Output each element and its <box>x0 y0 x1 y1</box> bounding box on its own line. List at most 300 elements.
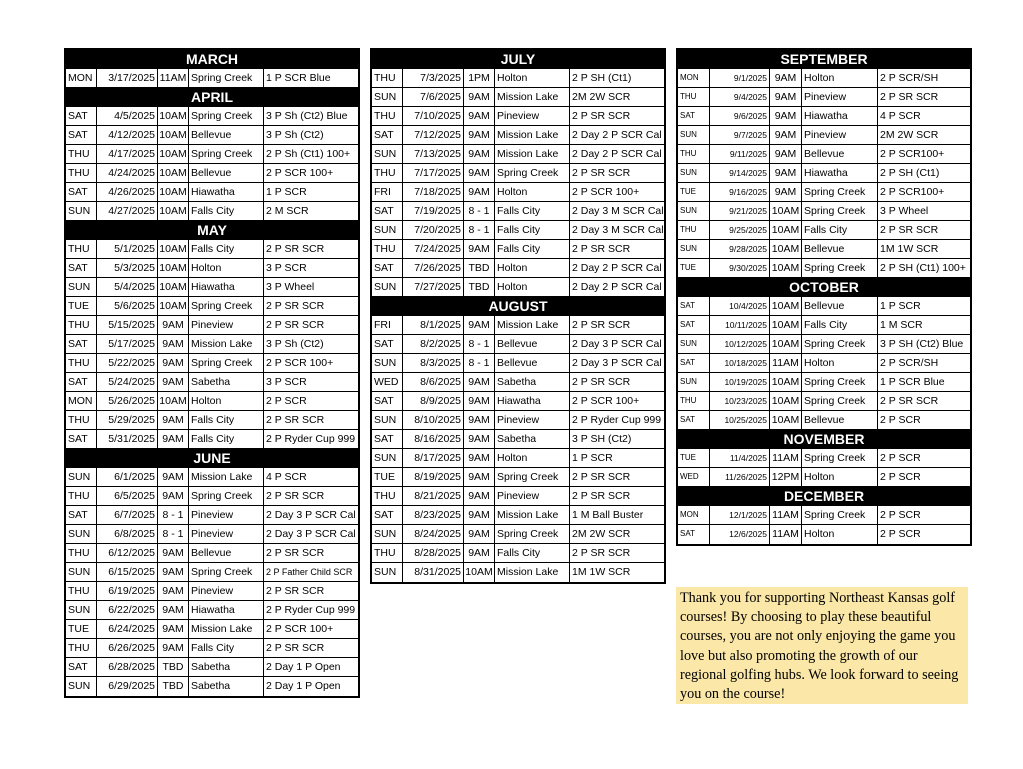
event-format: 1 P SCR Blue <box>880 376 945 388</box>
event-course: Hiawatha <box>802 107 878 125</box>
event-format: 1M 1W SCR <box>572 566 631 578</box>
event-day: TUE <box>66 297 97 315</box>
month-header: AUGUST <box>372 297 664 316</box>
event-format: 2 P SR SCR <box>572 110 631 122</box>
event-date: 5/1/2025 <box>97 240 158 258</box>
table-row <box>678 525 970 544</box>
event-format: 2 P SR SCR <box>572 243 631 255</box>
event-format: 1 P SCR <box>572 452 613 464</box>
event-day: SUN <box>372 278 403 296</box>
event-time: 11AM <box>770 525 802 544</box>
event-time: 9AM <box>770 145 802 163</box>
event-day: THU <box>372 544 403 562</box>
table-row <box>678 449 970 468</box>
event-format: 2 Day 1 P Open <box>266 661 341 673</box>
event-format: 4 P SCR <box>266 471 307 483</box>
event-time: 10AM <box>158 145 189 163</box>
month-header: JUNE <box>66 449 358 468</box>
event-course: Spring Creek <box>495 468 570 486</box>
table-row <box>678 468 970 487</box>
event-course: Pineview <box>189 582 264 600</box>
event-date: 8/16/2025 <box>403 430 464 448</box>
event-course: Mission Lake <box>495 506 570 524</box>
event-day: SAT <box>372 506 403 524</box>
event-date: 8/2/2025 <box>403 335 464 353</box>
event-format: 3 P Sh (Ct2) Blue <box>266 110 348 122</box>
event-day: SUN <box>678 126 710 144</box>
event-time: 9AM <box>770 183 802 201</box>
event-day: SAT <box>66 658 97 676</box>
table-row <box>372 525 664 544</box>
table-row <box>66 487 358 506</box>
event-format: 2 P SCR <box>880 452 921 464</box>
event-format: 2 P SH (Ct1) <box>880 167 940 179</box>
event-course: Bellevue <box>802 240 878 258</box>
event-course: Bellevue <box>802 411 878 429</box>
event-day: WED <box>678 468 710 486</box>
event-date: 7/24/2025 <box>403 240 464 258</box>
event-course: Hiawatha <box>189 278 264 296</box>
event-course: Holton <box>189 392 264 410</box>
event-day: THU <box>678 145 710 163</box>
event-date: 4/12/2025 <box>97 126 158 144</box>
table-row <box>678 259 970 278</box>
event-day: TUE <box>372 468 403 486</box>
table-row <box>372 411 664 430</box>
event-course: Spring Creek <box>189 563 264 581</box>
event-time: 1PM <box>464 69 495 87</box>
event-course: Pineview <box>495 487 570 505</box>
event-format: 2 Day 3 M SCR Cal <box>572 224 664 236</box>
table-row <box>66 126 358 145</box>
event-day: THU <box>372 487 403 505</box>
event-course: Falls City <box>189 411 264 429</box>
event-time: 9AM <box>464 183 495 201</box>
event-course: Falls City <box>495 544 570 562</box>
event-day: THU <box>678 88 710 106</box>
table-row <box>678 69 970 88</box>
event-time: 9AM <box>464 449 495 467</box>
event-format: 2 P SR SCR <box>572 490 631 502</box>
event-day: SAT <box>372 430 403 448</box>
event-date: 7/27/2025 <box>403 278 464 296</box>
event-time: 10AM <box>770 335 802 353</box>
table-row <box>66 278 358 297</box>
event-date: 7/3/2025 <box>403 69 464 87</box>
event-format: 2 P SCR/SH <box>880 72 939 84</box>
event-time: 9AM <box>158 354 189 372</box>
event-time: 11AM <box>770 506 802 524</box>
event-day: THU <box>66 164 97 182</box>
table-row <box>66 259 358 278</box>
event-course: Holton <box>802 468 878 486</box>
table-row <box>66 392 358 411</box>
month-header: APRIL <box>66 88 358 107</box>
event-date: 7/13/2025 <box>403 145 464 163</box>
table-row <box>678 373 970 392</box>
event-course: Bellevue <box>189 544 264 562</box>
month-header: NOVEMBER <box>678 430 970 449</box>
event-day: SUN <box>678 202 710 220</box>
event-day: SAT <box>372 202 403 220</box>
event-format: 3 P SH (Ct2) Blue <box>880 338 964 350</box>
event-date: 6/22/2025 <box>97 601 158 619</box>
event-day: SUN <box>66 601 97 619</box>
table-row <box>678 202 970 221</box>
event-day: SUN <box>372 88 403 106</box>
event-day: SAT <box>372 335 403 353</box>
table-row <box>678 88 970 107</box>
event-course: Spring Creek <box>802 259 878 277</box>
event-day: THU <box>66 411 97 429</box>
event-day: SAT <box>372 392 403 410</box>
event-format: 2 P SCR <box>880 528 921 540</box>
event-day: SUN <box>372 145 403 163</box>
event-course: Falls City <box>495 221 570 239</box>
event-day: THU <box>678 392 710 410</box>
event-format: 2 P SCR <box>880 509 921 521</box>
table-row <box>372 487 664 506</box>
event-date: 8/31/2025 <box>403 563 464 582</box>
event-course: Sabetha <box>189 373 264 391</box>
event-course: Mission Lake <box>495 88 570 106</box>
event-format: 2M 2W SCR <box>880 129 939 141</box>
table-row <box>372 354 664 373</box>
event-time: 9AM <box>464 240 495 258</box>
table-row <box>678 164 970 183</box>
table-row <box>678 126 970 145</box>
event-format: 2 P SCR 100+ <box>572 186 640 198</box>
event-day: SUN <box>66 202 97 220</box>
event-time: 9AM <box>158 620 189 638</box>
event-time: 10AM <box>464 563 495 582</box>
schedule-column-1 <box>64 48 360 698</box>
event-format: 2 P SH (Ct1) 100+ <box>880 262 966 274</box>
table-row <box>66 601 358 620</box>
table-row <box>66 430 358 449</box>
event-date: 8/17/2025 <box>403 449 464 467</box>
event-format: 3 P SH (Ct2) <box>572 433 632 445</box>
event-day: FRI <box>372 316 403 334</box>
thank-you-note <box>676 587 968 704</box>
event-time: 9AM <box>770 69 802 87</box>
event-date: 8/21/2025 <box>403 487 464 505</box>
event-course: Spring Creek <box>189 354 264 372</box>
event-course: Mission Lake <box>189 335 264 353</box>
event-day: THU <box>66 544 97 562</box>
event-time: 10AM <box>770 259 802 277</box>
event-time: 8 - 1 <box>464 202 495 220</box>
event-time: 10AM <box>770 392 802 410</box>
table-row <box>372 259 664 278</box>
event-day: SUN <box>678 373 710 391</box>
event-course: Mission Lake <box>495 563 570 582</box>
event-time: 10AM <box>158 259 189 277</box>
event-date: 12/6/2025 <box>710 525 770 544</box>
event-date: 4/5/2025 <box>97 107 158 125</box>
event-date: 4/17/2025 <box>97 145 158 163</box>
table-row <box>66 354 358 373</box>
event-time: 8 - 1 <box>464 354 495 372</box>
event-date: 10/12/2025 <box>710 335 770 353</box>
event-course: Sabetha <box>189 677 264 696</box>
event-format: 2 P Sh (Ct1) 100+ <box>266 148 351 160</box>
event-course: Bellevue <box>495 354 570 372</box>
table-row <box>66 297 358 316</box>
event-day: THU <box>372 240 403 258</box>
event-time: 10AM <box>770 297 802 315</box>
month-header: JULY <box>372 50 664 69</box>
month-header: DECEMBER <box>678 487 970 506</box>
event-format: 2 Day 1 P Open <box>266 680 341 692</box>
event-format: 2 P SR SCR <box>572 319 631 331</box>
event-date: 12/1/2025 <box>710 506 770 524</box>
table-row <box>678 411 970 430</box>
event-format: 2 P SCR 100+ <box>266 167 334 179</box>
event-time: 9AM <box>464 145 495 163</box>
event-format: 2 P SR SCR <box>266 319 325 331</box>
event-date: 8/1/2025 <box>403 316 464 334</box>
event-day: MON <box>678 69 710 87</box>
event-format: 2 Day 3 P SCR Cal <box>572 338 662 350</box>
event-time: 10AM <box>158 202 189 220</box>
event-course: Spring Creek <box>802 392 878 410</box>
event-date: 7/26/2025 <box>403 259 464 277</box>
event-time: 10AM <box>770 202 802 220</box>
event-date: 8/23/2025 <box>403 506 464 524</box>
event-date: 10/19/2025 <box>710 373 770 391</box>
event-time: 8 - 1 <box>464 221 495 239</box>
event-date: 4/27/2025 <box>97 202 158 220</box>
event-date: 6/1/2025 <box>97 468 158 486</box>
event-time: 10AM <box>770 221 802 239</box>
table-row <box>678 297 970 316</box>
schedule-column-2 <box>370 48 666 584</box>
table-row <box>372 335 664 354</box>
event-date: 8/24/2025 <box>403 525 464 543</box>
event-day: THU <box>372 69 403 87</box>
event-day: SAT <box>66 430 97 448</box>
event-date: 11/26/2025 <box>710 468 770 486</box>
event-format: 2 P SR SCR <box>266 300 325 312</box>
event-day: SAT <box>66 183 97 201</box>
event-date: 8/3/2025 <box>403 354 464 372</box>
event-day: SAT <box>678 525 710 544</box>
event-time: 11AM <box>158 69 189 87</box>
event-day: SUN <box>678 240 710 258</box>
event-date: 6/5/2025 <box>97 487 158 505</box>
event-day: THU <box>372 164 403 182</box>
month-header: SEPTEMBER <box>678 50 970 69</box>
table-row <box>372 468 664 487</box>
event-course: Bellevue <box>495 335 570 353</box>
event-format: 2 M SCR <box>266 205 309 217</box>
table-row <box>678 221 970 240</box>
table-row <box>372 373 664 392</box>
event-course: Sabetha <box>189 658 264 676</box>
event-course: Holton <box>495 183 570 201</box>
event-format: 2 P SCR100+ <box>880 186 945 198</box>
table-row <box>372 392 664 411</box>
event-course: Spring Creek <box>495 525 570 543</box>
event-date: 9/7/2025 <box>710 126 770 144</box>
event-course: Falls City <box>495 240 570 258</box>
event-time: 10AM <box>158 164 189 182</box>
event-course: Bellevue <box>802 297 878 315</box>
event-time: 9AM <box>464 164 495 182</box>
event-date: 5/4/2025 <box>97 278 158 296</box>
table-row <box>372 544 664 563</box>
event-format: 2 P SR SCR <box>880 395 939 407</box>
event-format: 2 P SR SCR <box>572 471 631 483</box>
event-format: 2 Day 2 P SCR Cal <box>572 129 662 141</box>
event-day: SAT <box>372 126 403 144</box>
event-date: 6/29/2025 <box>97 677 158 696</box>
event-day: THU <box>66 354 97 372</box>
event-format: 2 P Ryder Cup 999 <box>266 604 356 616</box>
event-course: Mission Lake <box>189 620 264 638</box>
event-course: Falls City <box>495 202 570 220</box>
event-format: 2 Day 3 P SCR Cal <box>572 357 662 369</box>
event-format: 2 P SR SCR <box>572 376 631 388</box>
event-format: 2 Day 2 P SCR Cal <box>572 262 662 274</box>
event-date: 8/10/2025 <box>403 411 464 429</box>
event-time: 10AM <box>770 373 802 391</box>
table-row <box>372 69 664 88</box>
event-date: 10/11/2025 <box>710 316 770 334</box>
event-day: SUN <box>66 563 97 581</box>
event-course: Spring Creek <box>802 449 878 467</box>
event-format: 2 P SCR <box>880 471 921 483</box>
event-day: SAT <box>66 107 97 125</box>
event-time: 10AM <box>158 107 189 125</box>
event-date: 3/17/2025 <box>97 69 158 87</box>
event-course: Pineview <box>802 88 878 106</box>
event-date: 6/7/2025 <box>97 506 158 524</box>
event-format: 2 Day 2 P SCR Cal <box>572 148 662 160</box>
event-format: 2 Day 2 P SCR Cal <box>572 281 662 293</box>
table-row <box>66 69 358 88</box>
table-row <box>372 278 664 297</box>
event-format: 3 P SCR <box>266 262 307 274</box>
event-course: Holton <box>495 259 570 277</box>
event-course: Spring Creek <box>802 373 878 391</box>
event-time: 10AM <box>158 392 189 410</box>
table-row <box>66 468 358 487</box>
table-row <box>66 639 358 658</box>
event-course: Holton <box>802 69 878 87</box>
event-time: 10AM <box>158 183 189 201</box>
event-time: 9AM <box>158 430 189 448</box>
event-course: Spring Creek <box>802 183 878 201</box>
event-time: TBD <box>158 658 189 676</box>
event-day: MON <box>66 69 97 87</box>
event-course: Bellevue <box>802 145 878 163</box>
event-time: 9AM <box>158 487 189 505</box>
event-course: Hiawatha <box>495 392 570 410</box>
event-format: 2 P SCR <box>880 414 921 426</box>
table-row <box>66 525 358 544</box>
event-format: 3 P Sh (Ct2) <box>266 129 324 141</box>
event-date: 8/28/2025 <box>403 544 464 562</box>
event-format: 2 P SCR <box>266 395 307 407</box>
event-course: Sabetha <box>495 430 570 448</box>
event-time: 9AM <box>464 88 495 106</box>
event-date: 6/12/2025 <box>97 544 158 562</box>
event-time: TBD <box>464 278 495 296</box>
event-course: Spring Creek <box>189 145 264 163</box>
table-row <box>678 354 970 373</box>
event-course: Sabetha <box>495 373 570 391</box>
event-date: 9/4/2025 <box>710 88 770 106</box>
table-row <box>678 392 970 411</box>
event-time: 9AM <box>464 316 495 334</box>
event-day: SUN <box>678 164 710 182</box>
event-date: 9/16/2025 <box>710 183 770 201</box>
event-date: 5/24/2025 <box>97 373 158 391</box>
event-time: 9AM <box>158 582 189 600</box>
table-row <box>372 240 664 259</box>
event-day: THU <box>66 639 97 657</box>
event-time: 9AM <box>770 88 802 106</box>
event-date: 5/3/2025 <box>97 259 158 277</box>
event-format: 3 P Wheel <box>266 281 315 293</box>
event-format: 2 P SCR 100+ <box>572 395 640 407</box>
event-date: 10/25/2025 <box>710 411 770 429</box>
event-course: Holton <box>495 69 570 87</box>
event-course: Hiawatha <box>802 164 878 182</box>
event-date: 9/30/2025 <box>710 259 770 277</box>
event-format: 2 Day 3 P SCR Cal <box>266 528 356 540</box>
event-course: Holton <box>802 525 878 544</box>
month-header: MAY <box>66 221 358 240</box>
table-row <box>66 316 358 335</box>
event-course: Pineview <box>189 316 264 334</box>
event-format: 2 P SCR 100+ <box>266 623 334 635</box>
event-format: 3 P SCR <box>266 376 307 388</box>
event-date: 5/26/2025 <box>97 392 158 410</box>
event-course: Spring Creek <box>802 202 878 220</box>
event-time: 9AM <box>464 126 495 144</box>
event-course: Holton <box>495 449 570 467</box>
event-date: 5/17/2025 <box>97 335 158 353</box>
event-date: 7/20/2025 <box>403 221 464 239</box>
event-day: SAT <box>678 354 710 372</box>
table-row <box>678 240 970 259</box>
event-course: Holton <box>495 278 570 296</box>
event-time: TBD <box>464 259 495 277</box>
event-day: SUN <box>66 677 97 696</box>
event-format: 2 P SR SCR <box>880 224 939 236</box>
event-course: Holton <box>189 259 264 277</box>
event-time: 11AM <box>770 354 802 372</box>
table-row <box>66 658 358 677</box>
table-row <box>66 582 358 601</box>
event-time: 10AM <box>158 240 189 258</box>
event-date: 9/11/2025 <box>710 145 770 163</box>
event-date: 4/26/2025 <box>97 183 158 201</box>
event-course: Spring Creek <box>189 69 264 87</box>
table-row <box>372 563 664 582</box>
event-course: Bellevue <box>189 164 264 182</box>
event-date: 4/24/2025 <box>97 164 158 182</box>
event-date: 10/18/2025 <box>710 354 770 372</box>
event-format: 2 P SCR 100+ <box>266 357 334 369</box>
table-row <box>372 221 664 240</box>
event-day: SUN <box>372 411 403 429</box>
event-course: Pineview <box>495 411 570 429</box>
event-time: 9AM <box>158 563 189 581</box>
